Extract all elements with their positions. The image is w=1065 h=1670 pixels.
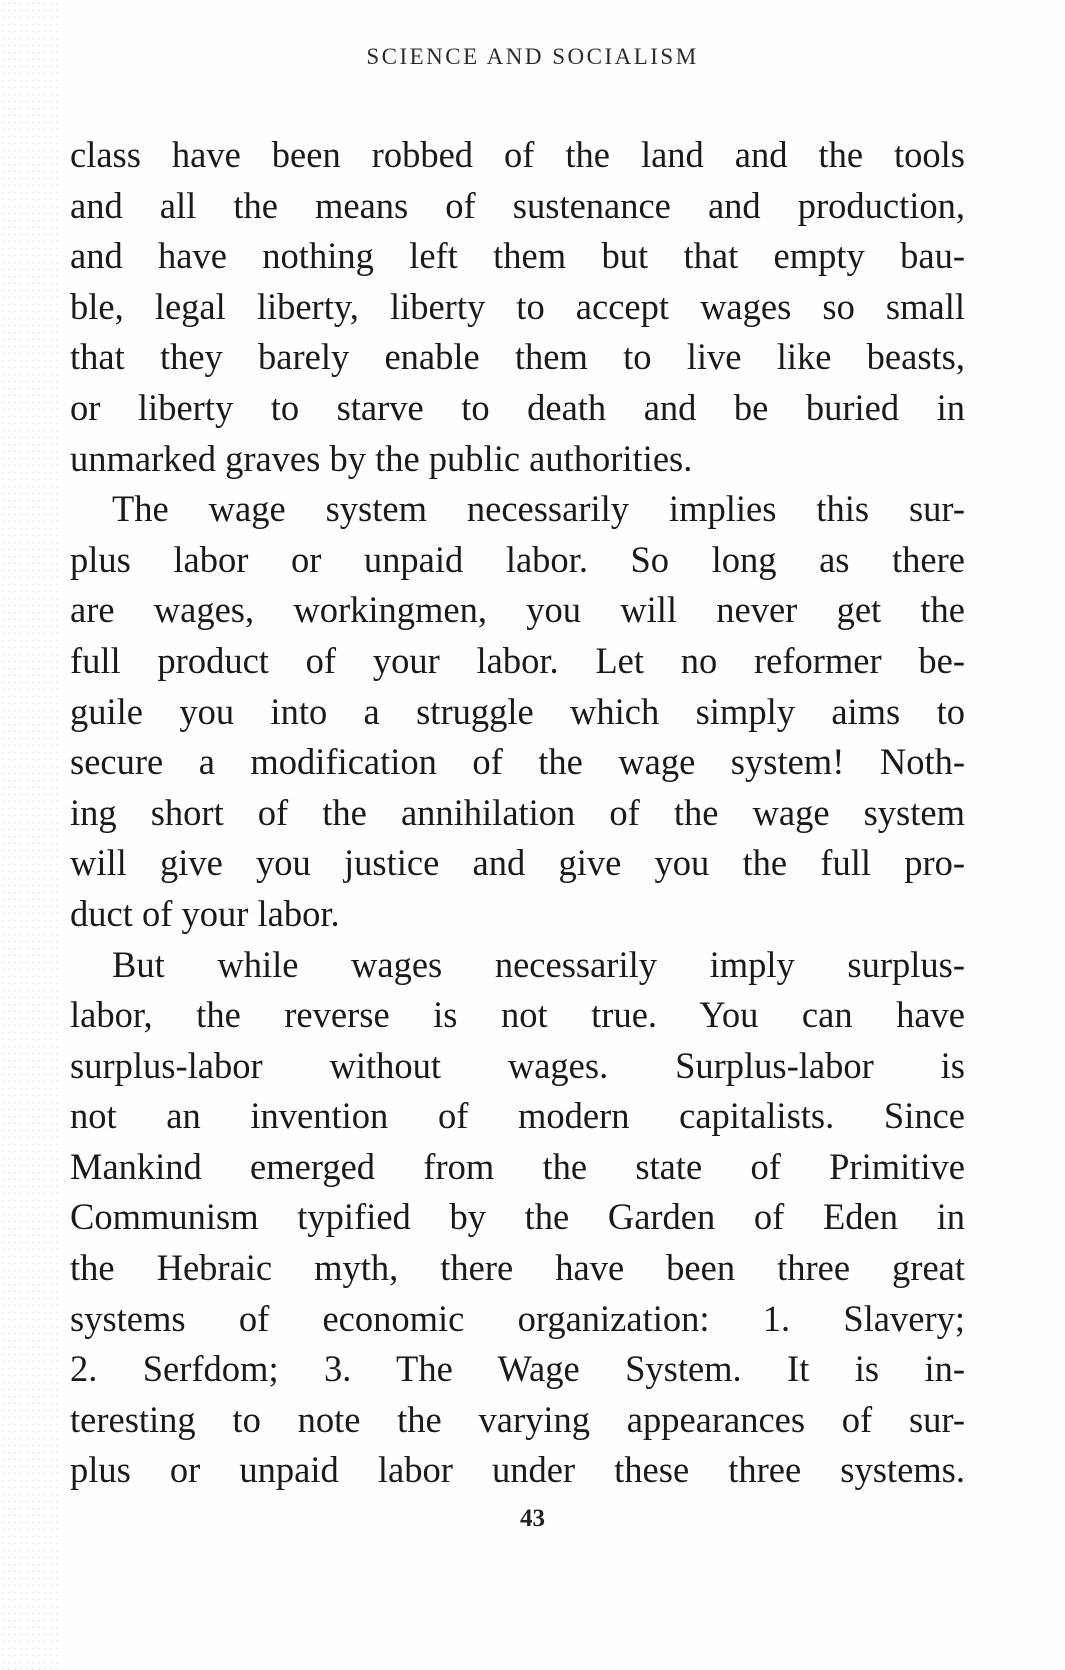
page-number: 43 [520,1505,545,1532]
text-line: duct of your labor. [70,892,340,934]
text-line: ble, legal liberty, liberty to accept wages so small [70,285,965,327]
text-line: or liberty to starve to death and be buried in [70,386,965,428]
text-line: that they barely enable them to live like beasts, [70,336,965,378]
body-text [70,130,965,1496]
text-line: and all the means of sustenance and production, [70,184,965,226]
text-line: teresting to note the varying appearances of sur- [70,1398,965,1440]
text-line: class have been robbed of the land and the tools [70,134,965,175]
page-edge-texture [0,0,60,1670]
text-line: and have nothing left them but that empty bau- [70,235,965,277]
text-line: unmarked graves by the public authorities. [70,437,693,479]
text-line: the Hebraic myth, there have been three great [70,1247,965,1289]
text-line: But while wages necessarily imply surplus- [112,943,965,985]
text-line: will give you justice and give you the full pro- [70,842,965,884]
text-line: full product of your labor. Let no reformer be- [70,639,965,681]
text-line: labor, the reverse is not true. You can have [70,994,965,1036]
text-line: ing short of the annihilation of the wage system [70,791,965,833]
text-line: systems of economic organization: 1. Slavery; [70,1297,965,1339]
text-line: are wages, workingmen, you will never get the [70,589,965,631]
text-line: Communism typified by the Garden of Eden in [70,1196,965,1238]
text-line: Mankind emerged from the state of Primitive [70,1145,965,1187]
text-line: secure a modification of the wage system! Noth- [70,741,965,783]
text-line: surplus-labor without wages. Surplus-labor is [70,1044,965,1086]
running-head: SCIENCE AND SOCIALISM [366,44,699,69]
text-line: The wage system necessarily implies this sur- [112,488,965,530]
text-line: plus labor or unpaid labor. So long as there [70,538,965,580]
text-line: not an invention of modern capitalists. Since [70,1095,965,1137]
text-line: plus or unpaid labor under these three systems. [70,1449,965,1491]
text-line: 2. Serfdom; 3. The Wage System. It is in- [70,1348,965,1390]
text-line: guile you into a struggle which simply aims to [70,690,965,732]
